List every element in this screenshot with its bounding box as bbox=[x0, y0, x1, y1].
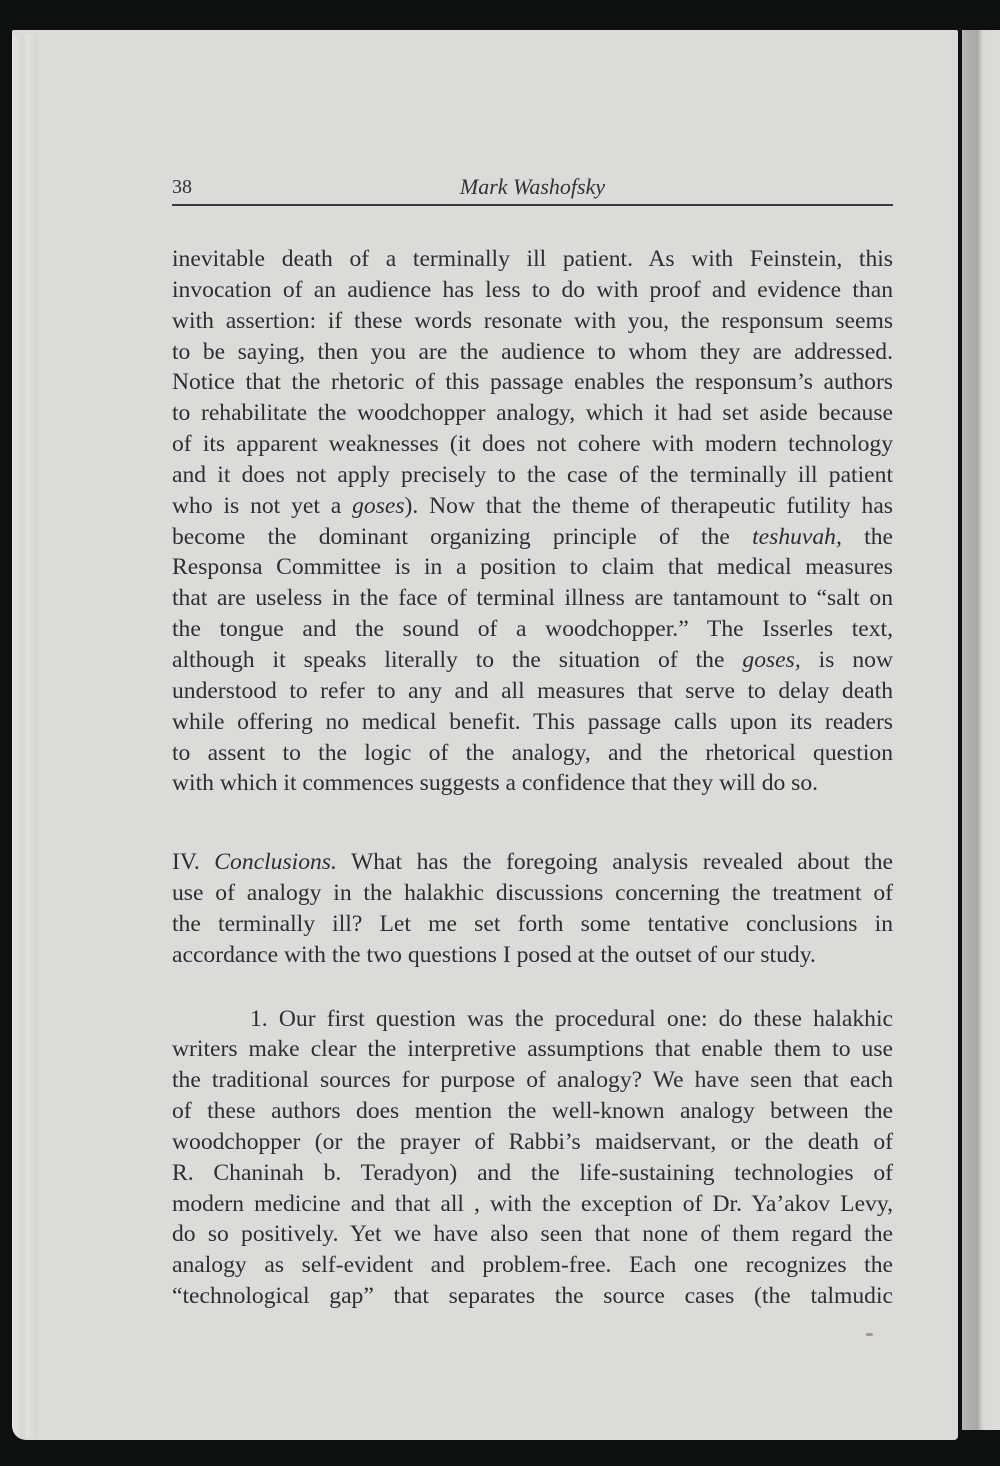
page-header bbox=[172, 172, 893, 206]
text-line: “technological gap” that separates the source cases (the talmudic bbox=[172, 1283, 893, 1310]
text-line: understood to refer to any and all measures that serve to delay death bbox=[172, 677, 893, 704]
text-span: What has the foregoing analysis revealed about the bbox=[336, 849, 893, 876]
text-line: modern medicine and that all , with the exception of Dr. Ya’akov Levy, bbox=[172, 1190, 893, 1217]
paragraph-spacer bbox=[172, 799, 893, 847]
text-line: that are useless in the face of terminal illness are tantamount to “salt on bbox=[172, 585, 893, 612]
section-iv-conclusions bbox=[172, 847, 893, 970]
paper-smudge bbox=[866, 1333, 873, 1336]
text-line: woodchopper (or the prayer of Rabbi’s maidservant, or the death of bbox=[172, 1128, 893, 1155]
italic-term: goses, bbox=[742, 646, 801, 673]
text-span: the bbox=[841, 523, 893, 550]
text-span: become the dominant organizing principle of the bbox=[172, 523, 753, 550]
text-line: of these authors does mention the well-known analogy between the bbox=[172, 1098, 893, 1125]
body-text bbox=[172, 244, 893, 1312]
text-span: although it speaks literally to the situation of the bbox=[172, 646, 743, 673]
text-line: and it does not apply precisely to the case of the terminally ill patient bbox=[172, 461, 893, 488]
text-line: inevitable death of a terminally ill patient. As with Feinstein, this bbox=[172, 246, 893, 272]
text-line: with assertion: if these words resonate with you, the responsum seems bbox=[172, 307, 893, 334]
text-line: of its apparent weaknesses (it does not cohere with modern technology bbox=[172, 431, 893, 458]
running-head-author: Mark Washofsky bbox=[459, 174, 606, 199]
text-line: with which it commences suggests a confidence that they will do so. bbox=[172, 770, 819, 797]
text-line: the tongue and the sound of a woodchopper.” The Isserles text, bbox=[172, 616, 893, 643]
text-line: accordance with the two questions I posed at the outset of our study. bbox=[172, 941, 816, 968]
text-line bbox=[172, 491, 893, 522]
page-number: 38 bbox=[172, 176, 192, 198]
adjacent-page-edge bbox=[962, 30, 1000, 1430]
paragraph-1 bbox=[172, 244, 893, 799]
section-number: IV. bbox=[172, 849, 215, 876]
section-heading-line bbox=[172, 847, 893, 878]
paragraph-point-1 bbox=[172, 1004, 893, 1312]
italic-term: teshuvah, bbox=[752, 523, 842, 550]
text-line: writers make clear the interpretive assumptions that enable them to use bbox=[172, 1036, 893, 1063]
text-line: use of analogy in the halakhic discussions concerning the treatment of bbox=[172, 880, 893, 907]
text-line: do so positively. Yet we have also seen that none of them regard the bbox=[172, 1221, 893, 1248]
section-title: Conclusions. bbox=[214, 849, 337, 876]
paragraph-spacer bbox=[172, 971, 893, 1004]
text-span: is now bbox=[800, 646, 893, 673]
text-span: ). Now that the theme of therapeutic futility has bbox=[404, 492, 893, 519]
text-line: 1. Our first question was the procedural one: do these halakhic bbox=[250, 1005, 893, 1032]
text-line: Notice that the rhetoric of this passage enables the responsum’s authors bbox=[172, 369, 893, 396]
text-line: to rehabilitate the woodchopper analogy, which it had set aside because bbox=[172, 400, 893, 427]
text-line bbox=[172, 645, 893, 676]
text-line: Responsa Committee is in a position to claim that medical measures bbox=[172, 554, 893, 581]
text-line: invocation of an audience has less to do with proof and evidence than bbox=[172, 276, 893, 303]
text-line: analogy as self-evident and problem-free. Each one recognizes the bbox=[172, 1252, 893, 1279]
text-line: R. Chaninah b. Teradyon) and the life-sustaining technologies of bbox=[172, 1159, 893, 1186]
text-line: the terminally ill? Let me set forth some tentative conclusions in bbox=[172, 910, 893, 937]
italic-term: goses bbox=[352, 492, 405, 519]
text-line: to assent to the logic of the analogy, and the rhetorical question bbox=[172, 739, 893, 766]
text-line: to be saying, then you are the audience to whom they are addressed. bbox=[172, 338, 893, 365]
text-line: the traditional sources for purpose of analogy? We have seen that each bbox=[172, 1067, 893, 1094]
text-span: who is not yet a bbox=[172, 492, 353, 519]
text-line bbox=[172, 522, 893, 553]
text-line: while offering no medical benefit. This passage calls upon its readers bbox=[172, 708, 893, 735]
page-stack-edge bbox=[12, 34, 38, 1438]
